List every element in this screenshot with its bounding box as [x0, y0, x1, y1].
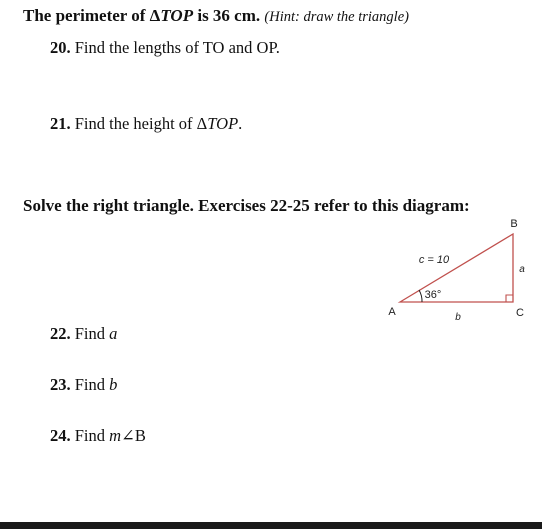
statement-suffix: is 36 cm.	[193, 6, 261, 25]
section-heading: Solve the right triangle. Exercises 22-25 refer to this diagram:	[23, 196, 470, 215]
question-number: 22.	[50, 324, 71, 343]
question-number: 23.	[50, 375, 71, 394]
question-text: Find the height of	[74, 114, 197, 133]
question-variable-suffix: B	[134, 426, 146, 445]
question-20	[50, 38, 280, 58]
triangle-symbol: Δ	[196, 114, 208, 133]
triangle-symbol: Δ	[149, 6, 161, 25]
right-angle-marker	[506, 295, 513, 302]
side-b-label: b	[455, 312, 461, 323]
question-variable: a	[109, 324, 118, 343]
cropped-previous-line	[0, 0, 542, 4]
vertex-a-label: A	[388, 306, 396, 318]
hypotenuse-label: c = 10	[418, 254, 450, 266]
question-period: .	[238, 114, 243, 133]
triangle-shape	[400, 234, 513, 302]
bottom-border-bar	[0, 522, 542, 529]
question-variable: m∠	[109, 426, 135, 445]
question-number: 21.	[50, 114, 71, 133]
triangle-name: TOP	[160, 6, 194, 25]
angle-label: 36°	[424, 289, 442, 301]
question-variable: b	[109, 375, 118, 394]
problem-statement	[23, 6, 409, 26]
question-text: Find the lengths of TO and OP.	[74, 38, 280, 57]
question-23	[50, 375, 117, 395]
side-a-label: a	[519, 264, 525, 275]
question-text: Find	[74, 324, 110, 343]
question-text: Find	[74, 375, 110, 394]
question-24	[50, 426, 146, 446]
angle-arc	[419, 290, 422, 302]
question-text: Find	[74, 426, 110, 445]
question-number: 24.	[50, 426, 71, 445]
hint-text: (Hint: draw the triangle)	[264, 9, 409, 25]
triangle-outline	[400, 234, 513, 302]
question-22	[50, 324, 117, 344]
triangle-name: TOP	[207, 114, 239, 133]
question-21	[50, 114, 242, 134]
question-number: 20.	[50, 38, 71, 57]
statement-prefix: The perimeter of	[23, 6, 150, 25]
vertex-b-label: B	[510, 218, 518, 230]
vertex-c-label: C	[516, 307, 524, 319]
